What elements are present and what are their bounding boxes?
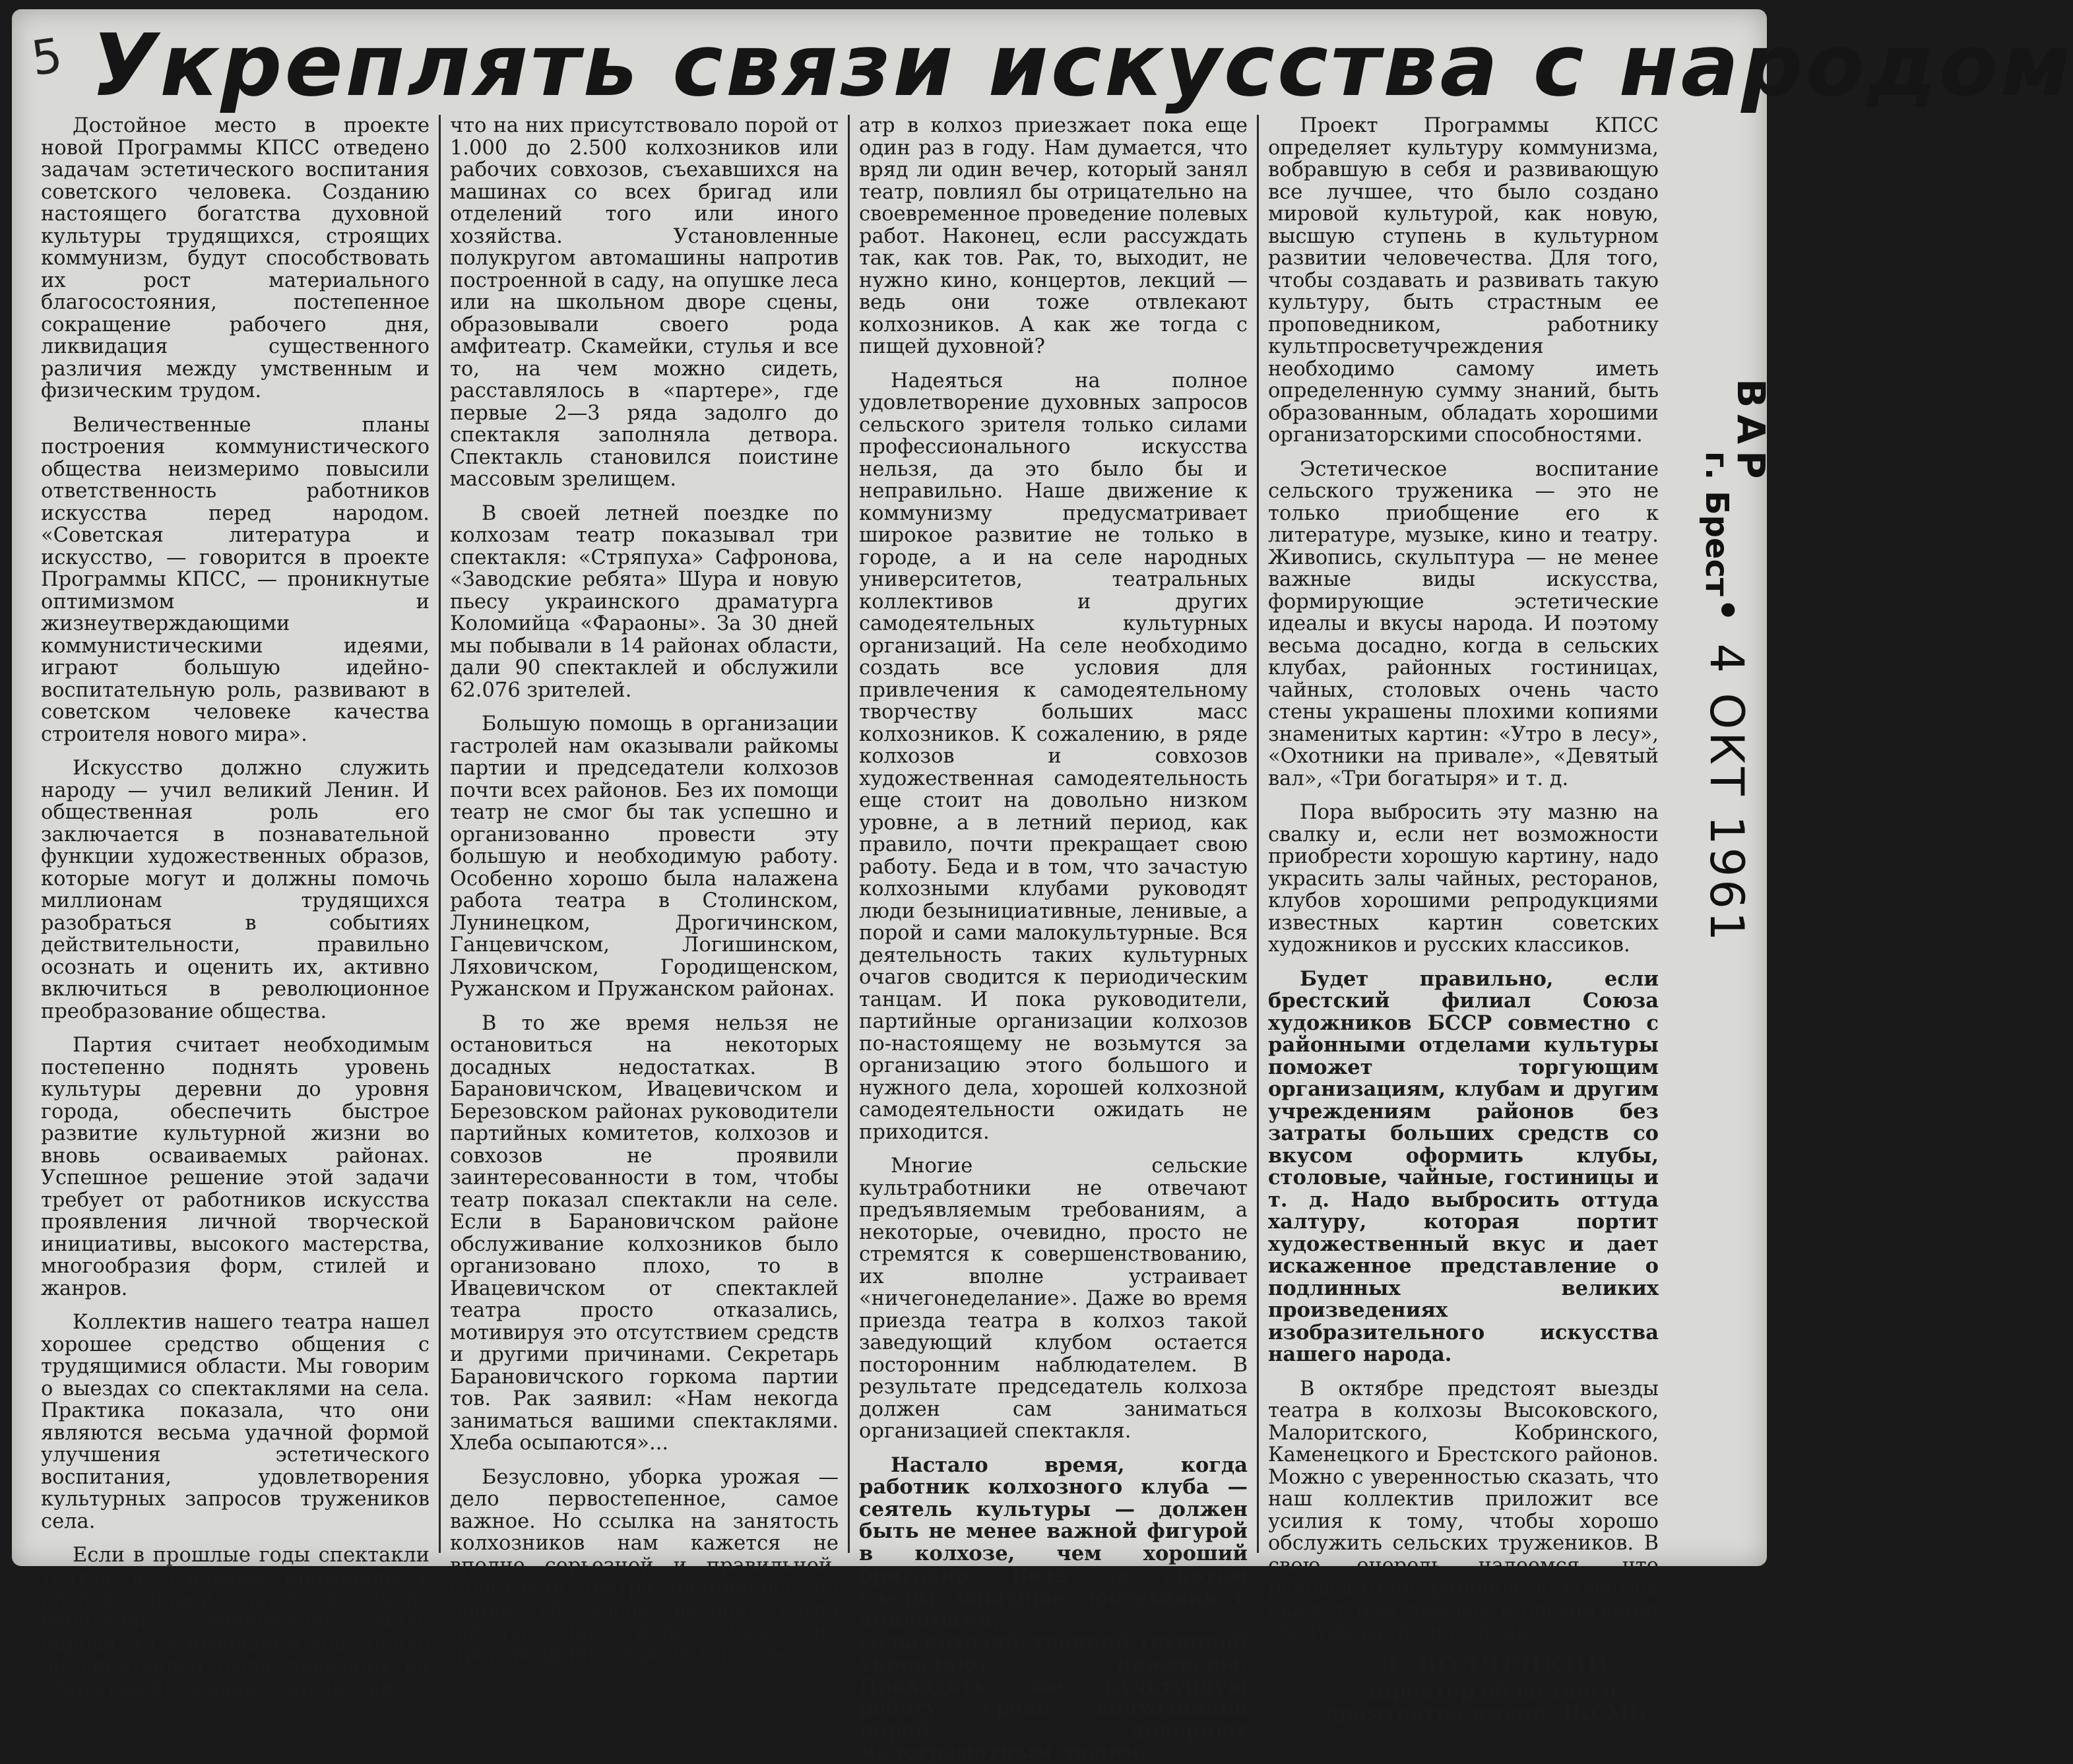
article-column-3	[850, 114, 1259, 1764]
paragraph: Многие сельские культработники не отвечают предъявляемым требованиям, а некоторые, очевидно, просто не стремятся к совершенствованию, их вполне устраивает «ничегонеделание». Даже во время приезда театра в колхоз такой заведующий клубом остается посторонним наблюдателем. В результате председатель колхоза должен сам заниматься организацией спектакля.	[859, 1154, 1248, 1443]
date-stamp	[1674, 379, 1773, 944]
paragraph: Будет правильно, если брестский филиал Союза художников БССР совместно с районными отделами культуры поможет торгующим организациям, клубам и другим учреждениям районов без затраты больших средств со вкусом оформить клубы, столовые, чайные, гостиницы и т. д. Надо выбросить оттуда халтуру, которая портит художественный вкус и дает искаженное представление о подлинных великих произведениях изобразительного искусства нашего народа.	[1268, 966, 1659, 1366]
article-column-4	[1259, 114, 1668, 1725]
paragraph: Если в прошлые годы спектакли театра в основном проходили в клубах, порой даже в очень небольших, вмещающих мало народа, то в нынешнем году около 30 спектаклей были показаны на открытых площадках. Характерно,	[41, 1544, 430, 1699]
paragraph: Безусловно, уборка урожая — дело первостепенное, самое важное. Но ссылка на занятость колхозников нам кажется не вполне серьезной и правильной. Спектакли театра начинались не ранее 10 часов вечера, когда работы на поле уже не производились. Кроме того, те-	[450, 1465, 839, 1666]
paragraph: Надеяться на полное удовлетворение духовных запросов сельского зрителя только силами профессионального искусства нельзя, да это было бы и неправильно. Наше движение к коммунизму предусматривает широкое развитие не только в городе, а и на селе народных университетов, театральных коллективов и других самодеятельных культурных организаций. На селе необходимо создать все условия для привлечения к самодеятельному творчеству больших масс колхозников. К сожалению, в ряде колхозов и совхозов художественная самодеятельность еще стоит на довольно низком уровне, а в летний период, как правило, почти прекращает свою работу. Беда и в том, что зачастую колхозными клубами руководят люди безынициативные, ленивые, а порой и сами малокультурные. Вся деятельность таких культурных очагов сводится к периодическим танцам. И пока руководители, партийные организации колхозов по-настоящему не возьмутся за организацию этого большого и нужного дела, хорошей колхозной самодеятельности ожидать не приходится.	[859, 369, 1248, 1144]
author-title: директор областного драмтеатра имени ЛКСМБ.	[1325, 1679, 1655, 1725]
paragraph: что на них присутствовало порой от 1.000 до 2.500 колхозников или рабочих совхозов, съехавшихся на машинах со всех бригад или отделений того или иного хозяйства. Установленные полукругом автомашины напротив построенной в саду, на опушке леса или на школьном дворе сцены, образовывали своего рода амфитеатр. Скамейки, стулья и все то, на чем можно сидеть, расставлялось в «партере», где первые 2—3 ряда задолго до спектакля заполняла детвора. Спектакль становился поистине массовым зрелищем.	[450, 114, 839, 491]
article-body	[32, 114, 1681, 1764]
stamp-date: • 4 ОКТ 1961	[1700, 596, 1754, 944]
paragraph: Достойное место в проекте новой Программы КПСС отведено задачам эстетического воспитания советского человека. Созданию настоящего богатства духовной культуры трудящихся, строящих коммунизм, будут способствовать их рост материального благосостояния, постепенное сокращение рабочего дня, ликвидация существенного различия между умственным и физическим трудом.	[41, 114, 430, 402]
paragraph: атр в колхоз приезжает пока еще один раз в году. Нам думается, что вряд ли один вечер, который занял театр, повлиял бы отрицательно на своевременное проведение полевых работ. Наконец, если рассуждать так, как тов. Рак, то, выходит, не нужно кино, концертов, лекций — ведь они тоже отвлекают колхозников. А как же тогда с пищей духовной?	[859, 114, 1248, 358]
page-number: 5	[28, 27, 66, 86]
author-signature	[1268, 1652, 1659, 1725]
paragraph: Эстетическое воспитание сельского труженика — это не только приобщение его к литературе, музыке, кино и театру. Живопись, скульптура — не менее важные виды искусства, формирующие эстетические идеалы и вкусы народа. И поэтому весьма досадно, когда в сельских клубах, районных гостиницах, чайных, столовых очень часто стены украшены плохими копиями знаменитых картин: «Утро в лесу», «Охотники на привале», «Девятый вал», «Три богатыря» и т. д.	[1268, 457, 1659, 790]
paragraph: Настало время, когда работник колхозного клуба — сеятель культуры — должен быть не менее важной фигурой в колхозе, чем хороший бригадир. Ведь за скотом следят опытные зоотехники с дипломами, сельскохозяйственной техникой управляют инженеры. Проводить же культурную работу среди колхозников порой доверяют малограмотным людям.	[859, 1453, 1248, 1764]
stamp-city: г. Брест	[1698, 451, 1735, 596]
paragraph: Коллектив нашего театра нашел хорошее средство общения с трудящимися области. Мы говорим о выездах со спектаклями на села. Практика показала, что они являются весьма удачной формой улучшения эстетического воспитания, удовлетворения культурных запросов тружеников села.	[41, 1311, 430, 1533]
paragraph: В своей летней поездке по колхозам театр показывал три спектакля: «Стряпуха» Сафронова, «Заводские ребята» Шура и новую пьесу украинского драматурга Коломийца «Фараоны». За 30 дней мы побывали в 14 районах области, дали 90 спектаклей и обслужили 62.076 зрителей.	[450, 501, 839, 702]
paragraph: Большую помощь в организации гастролей нам оказывали райкомы партии и председатели колхозов почти всех районов. Без их помощи театр не смог бы так успешно и организованно провести эту большую и необходимую работу. Особенно хорошо была налажена работа театра в Столинском, Лунинецком, Дрогичинском, Ганцевичском, Логишинском, Ляховичском, Городищенском, Ружанском и Пружанском районах.	[450, 712, 839, 1001]
paragraph: Проект Программы КПСС определяет культуру коммунизма, вобравшую в себя и развивающую все лучшее, что было создано мировой культурой, как новую, высшую ступень в культурном развитии человечества. Для того, чтобы создавать и развивать такую культуру, быть страстным ее проповедником, работнику культпросветучреждения необходимо самому иметь определенную сумму знаний, быть образованным, обладать хорошими организаторскими способностями.	[1268, 114, 1659, 447]
article-column-2	[441, 114, 850, 1666]
newspaper-clipping	[12, 9, 2073, 1764]
paragraph: Величественные планы построения коммунистического общества неизмеримо повысили ответственность работников искусства перед народом. «Советская литература и искусство, — говорится в проекте Программы КПСС, — проникнутые оптимизмом и жизнеутверждающими коммунистическими идеями, играют большую идейно-воспитательную роль, развивают в советском человеке качества строителя нового мира».	[41, 413, 430, 746]
paragraph: Партия считает необходимым постепенно поднять уровень культуры деревни до уровня города, обеспечить быстрое развитие культурной жизни во вновь осваиваемых районах. Успешное решение этой задачи требует от работников искусства проявления личной творческой инициативы, высокого мастерства, многообразия форм, стилей и жанров.	[41, 1034, 430, 1300]
author-name: Л. ВОЛЧЕЦКИЙ,	[1378, 1652, 1619, 1679]
stamp-org: ВАР	[1729, 379, 1773, 486]
paragraph: В то же время нельзя не остановиться на некоторых досадных недостатках. В Барановичском, Ивацевичском и Березовском районах руководители партийных комитетов, колхозов и совхозов не проявили заинтересованности в том, чтобы театр показал спектакли на селе. Если в Барановичском районе обслуживание колхозников было организовано плохо, то в Ивацевичском от спектаклей театра просто отказались, мотивируя это отсутствием средств и другими причинами. Секретарь Барановичского горкома партии тов. Рак заявил: «Нам некогда заниматься вашими спектаклями. Хлеба осыпаются»...	[450, 1011, 839, 1455]
paragraph: В октябре предстоят выезды театра в колхозы Высоковского, Малоритского, Кобринского, Каменецкого и Брестского районов. Можно с уверенностью сказать, что наш коллектив приложит все усилия к тому, чтобы хорошо обслужить сельских тружеников. В свою очередь надеемся, что руководители районов и колхозов окажут нам помощь в организации обслуживания населения.	[1268, 1377, 1659, 1643]
paragraph: Искусство должно служить народу — учил великий Ленин. И общественная роль его заключается в познавательной функции художественных образов, которые могут и должны помочь миллионам трудящихся разобраться в событиях действительности, правильно осознать и оценить их, активно включиться в революционное преобразование общества.	[41, 757, 430, 1023]
article-column-1	[32, 114, 441, 1699]
article-headline: Укреплять связи искусства с народом	[91, 15, 2073, 115]
paragraph: Пора выбросить эту мазню на свалку и, если нет возможности приобрести хорошую картину, надо украсить залы чайных, ресторанов, клубов хорошими репродукциями известных картин советских художников и русских классиков.	[1268, 801, 1659, 957]
